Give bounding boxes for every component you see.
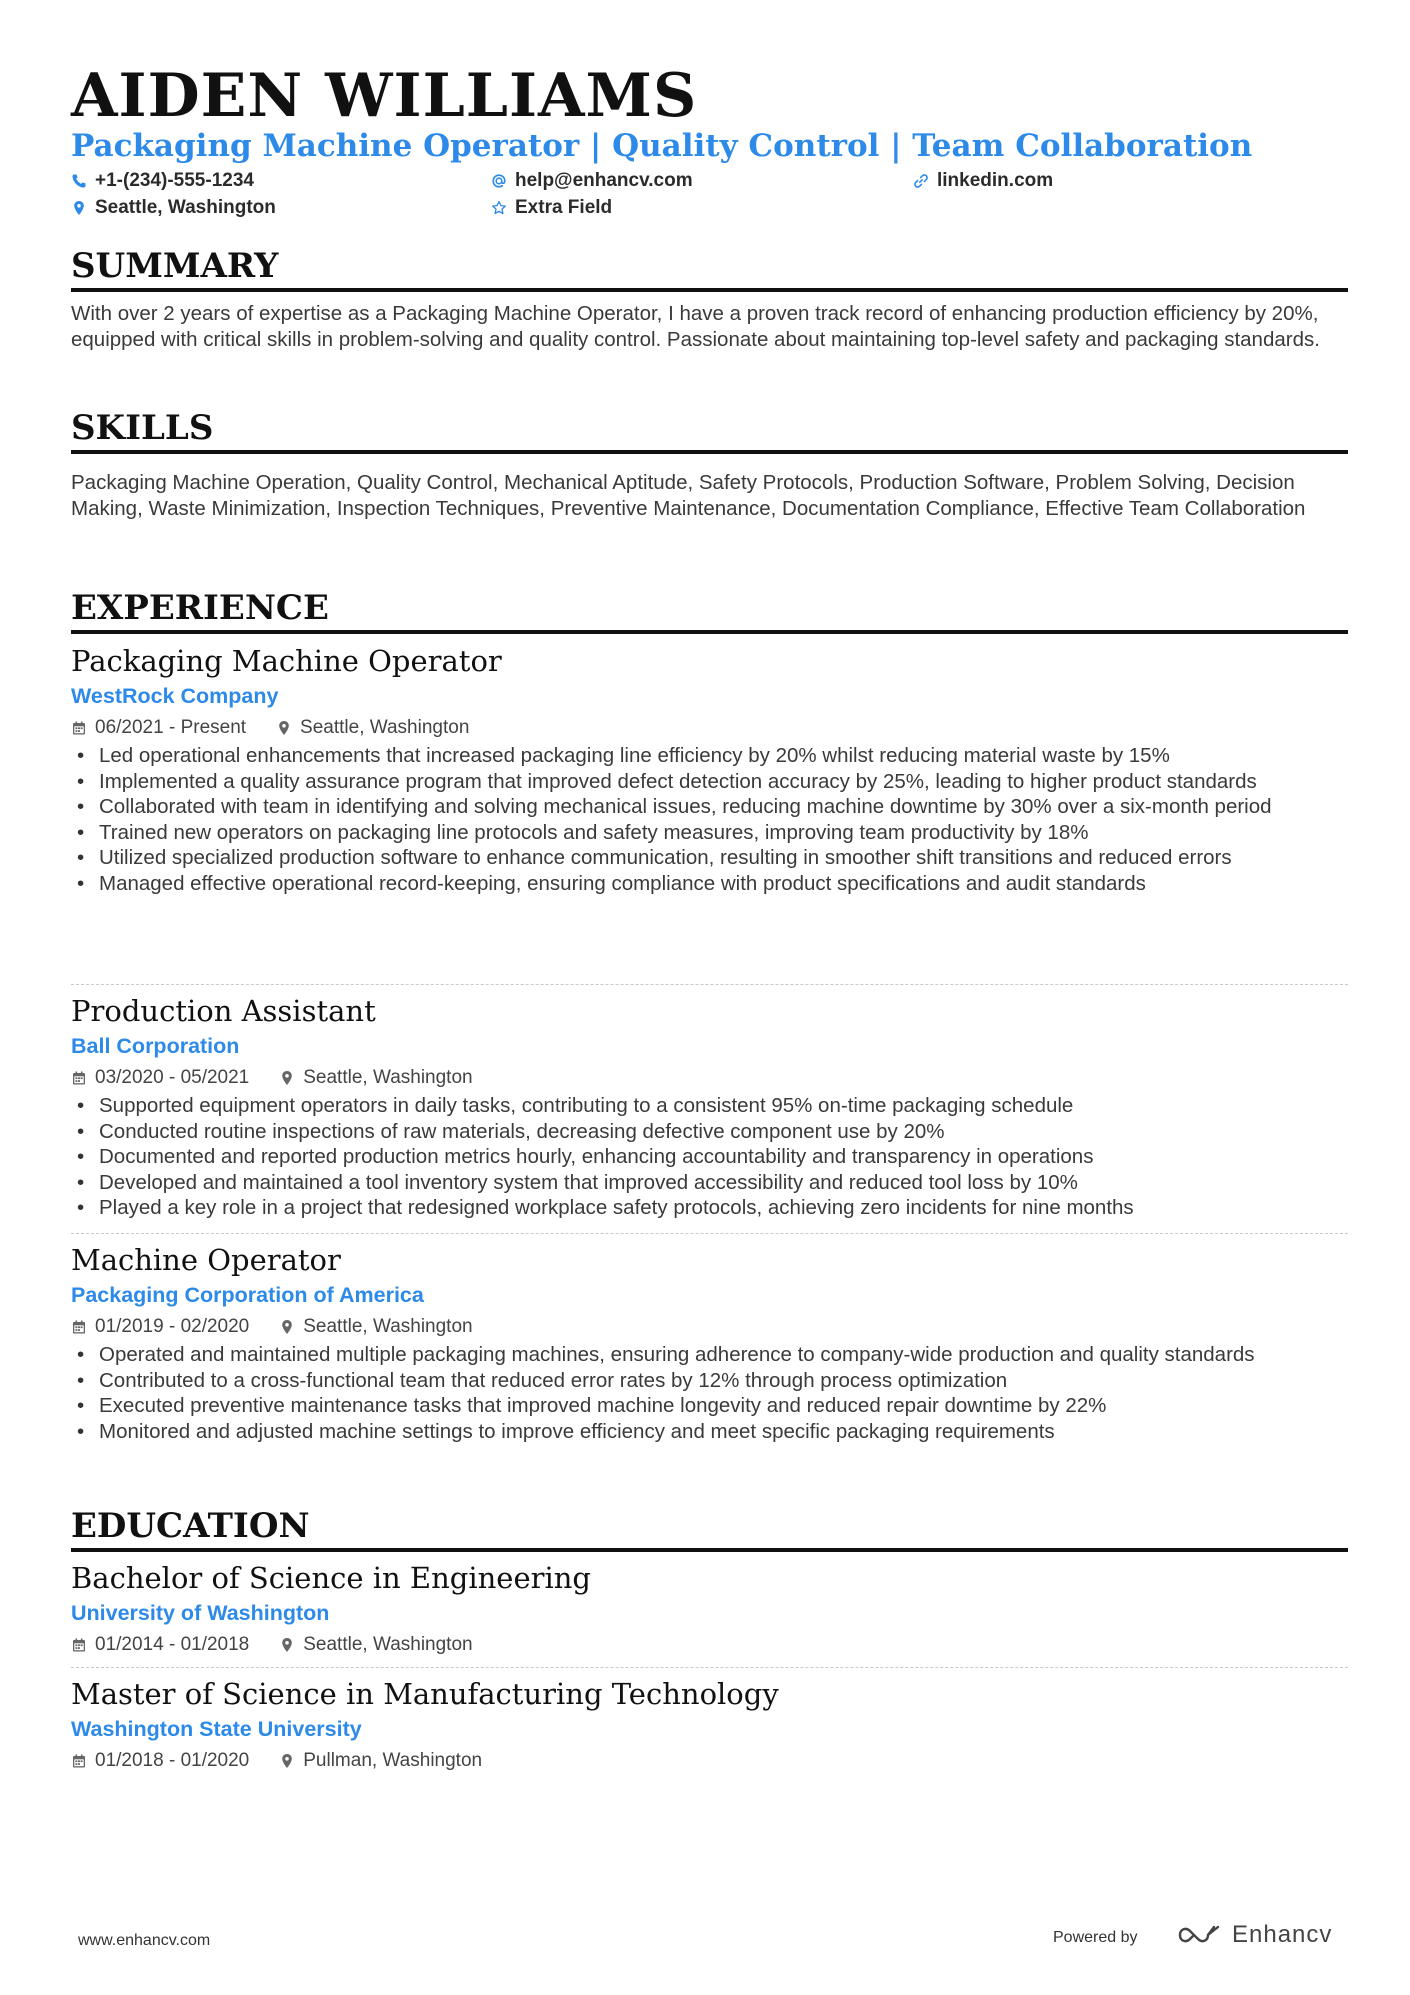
list-item: • Played a key role in a project that redesigned workplace safety protocols, achieving zero incidents for nine months <box>71 1195 1348 1221</box>
list-item: • Utilized specialized production software to enhance communication, resulting in smoother shift transitions and reduced errors <box>71 845 1348 871</box>
school-name: Washington State University <box>71 1717 362 1741</box>
linkedin-text: linkedin.com <box>937 170 1054 191</box>
skills-heading: SKILLS <box>71 409 1348 454</box>
experience-heading: EXPERIENCE <box>71 589 1348 634</box>
list-item: • Conducted routine inspections of raw materials, decreasing defective component use by 20% <box>71 1119 1348 1145</box>
list-item: • Contributed to a cross-functional team that reduced error rates by 12% through process optimization <box>71 1368 1348 1394</box>
calendar-icon <box>71 1753 87 1769</box>
location-pin-icon <box>71 200 87 216</box>
education-meta <box>71 1630 1348 1660</box>
phone-contact <box>71 170 254 192</box>
email-contact[interactable] <box>491 170 693 192</box>
list-item: • Operated and maintained multiple packaging machines, ensuring adherence to company-wide production and quality standards <box>71 1342 1348 1368</box>
date-range: 01/2018 - 01/2020 <box>71 1746 249 1776</box>
job-meta <box>71 1063 1348 1093</box>
experience-entry <box>71 1242 1348 1444</box>
job-location: Seattle, Washington <box>279 1063 472 1093</box>
phone-text: +1-(234)-555-1234 <box>95 170 254 191</box>
education-meta <box>71 1746 1348 1776</box>
list-item: • Documented and reported production metrics hourly, enhancing accountability and transparency in operations <box>71 1144 1348 1170</box>
contact-info <box>71 170 1348 226</box>
powered-by-label: Powered by <box>1053 1929 1138 1946</box>
achievements-list <box>71 1093 1348 1221</box>
enhancv-logo[interactable] <box>1176 1921 1332 1949</box>
list-item: • Managed effective operational record-keeping, ensuring compliance with product specifications and audit standards <box>71 871 1348 897</box>
education-entry <box>71 1676 1348 1776</box>
list-item: • Led operational enhancements that increased packaging line efficiency by 20% whilst reducing material waste by 15% <box>71 743 1348 769</box>
linkedin-contact[interactable] <box>913 170 1053 192</box>
job-title: Machine Operator <box>71 1243 341 1277</box>
star-icon <box>491 200 507 216</box>
brand-name: Enhancv <box>1232 1921 1333 1948</box>
list-item: • Executed preventive maintenance tasks that improved machine longevity and reduced repair downtime by 22% <box>71 1393 1348 1419</box>
education-entry <box>71 1560 1348 1660</box>
achievements-list <box>71 743 1348 897</box>
entry-divider <box>71 1667 1348 1668</box>
enhancv-logo-icon <box>1176 1922 1222 1948</box>
experience-entry <box>71 643 1348 897</box>
degree-title: Master of Science in Manufacturing Technology <box>71 1677 779 1711</box>
calendar-icon <box>71 1070 87 1086</box>
list-item: • Monitored and adjusted machine settings to improve efficiency and meet specific packaging requirements <box>71 1419 1348 1445</box>
company-name: WestRock Company <box>71 684 279 708</box>
phone-icon <box>71 173 87 189</box>
email-text: help@enhancv.com <box>515 170 693 191</box>
list-item: • Collaborated with team in identifying and solving mechanical issues, reducing machine downtime by 30% over a six-month period <box>71 794 1348 820</box>
company-name: Packaging Corporation of America <box>71 1283 424 1307</box>
school-name: University of Washington <box>71 1601 330 1625</box>
job-meta <box>71 713 1348 743</box>
experience-entry <box>71 993 1348 1221</box>
location-pin-icon <box>279 1637 295 1653</box>
entry-divider <box>71 984 1348 985</box>
education-location: Seattle, Washington <box>279 1630 472 1660</box>
candidate-name: AIDEN WILLIAMS <box>71 61 698 131</box>
calendar-icon <box>71 1637 87 1653</box>
date-range: 03/2020 - 05/2021 <box>71 1063 249 1093</box>
link-icon <box>913 173 929 189</box>
extra-field-contact <box>491 197 612 219</box>
degree-title: Bachelor of Science in Engineering <box>71 1561 591 1595</box>
list-item: • Trained new operators on packaging line protocols and safety measures, improving team productivity by 18% <box>71 820 1348 846</box>
footer-url[interactable]: www.enhancv.com <box>78 1932 211 1949</box>
location-contact <box>71 197 276 219</box>
list-item: • Implemented a quality assurance program that improved defect detection accuracy by 25%, leading to higher product standards <box>71 769 1348 795</box>
date-range: 06/2021 - Present <box>71 713 246 743</box>
entry-divider <box>71 1233 1348 1234</box>
calendar-icon <box>71 1319 87 1335</box>
date-range: 01/2019 - 02/2020 <box>71 1312 249 1342</box>
job-title: Production Assistant <box>71 994 376 1028</box>
location-pin-icon <box>279 1753 295 1769</box>
location-pin-icon <box>279 1319 295 1335</box>
list-item: • Developed and maintained a tool inventory system that improved accessibility and reduced tool loss by 10% <box>71 1170 1348 1196</box>
date-range: 01/2014 - 01/2018 <box>71 1630 249 1660</box>
achievements-list <box>71 1342 1348 1444</box>
extra-field-text: Extra Field <box>515 197 613 218</box>
job-meta <box>71 1312 1348 1342</box>
education-heading: EDUCATION <box>71 1507 1348 1552</box>
summary-heading: SUMMARY <box>71 247 1348 292</box>
skills-text: Packaging Machine Operation, Quality Control, Mechanical Aptitude, Safety Protocols, Production Software, Problem Solving, Decision Making, Waste Minimization, Inspection Techniques, Preventive Maintenance, Documentation Compliance, Effective Team Collaboration <box>71 471 1306 520</box>
list-item: • Supported equipment operators in daily tasks, contributing to a consistent 95% on-time packaging schedule <box>71 1093 1348 1119</box>
education-location: Pullman, Washington <box>279 1746 482 1776</box>
headline: Packaging Machine Operator | Quality Control | Team Collaboration <box>71 128 1253 164</box>
summary-text: With over 2 years of expertise as a Packaging Machine Operator, I have a proven track record of enhancing production efficiency by 20%, equipped with critical skills in problem-solving and quality control. Passionate about maintaining top-level safety and packaging standards. <box>71 302 1320 351</box>
company-name: Ball Corporation <box>71 1034 240 1058</box>
location-pin-icon <box>279 1070 295 1086</box>
job-title: Packaging Machine Operator <box>71 644 502 678</box>
job-location: Seattle, Washington <box>276 713 469 743</box>
location-text: Seattle, Washington <box>95 197 276 218</box>
location-pin-icon <box>276 720 292 736</box>
at-icon <box>491 173 507 189</box>
calendar-icon <box>71 720 87 736</box>
job-location: Seattle, Washington <box>279 1312 472 1342</box>
